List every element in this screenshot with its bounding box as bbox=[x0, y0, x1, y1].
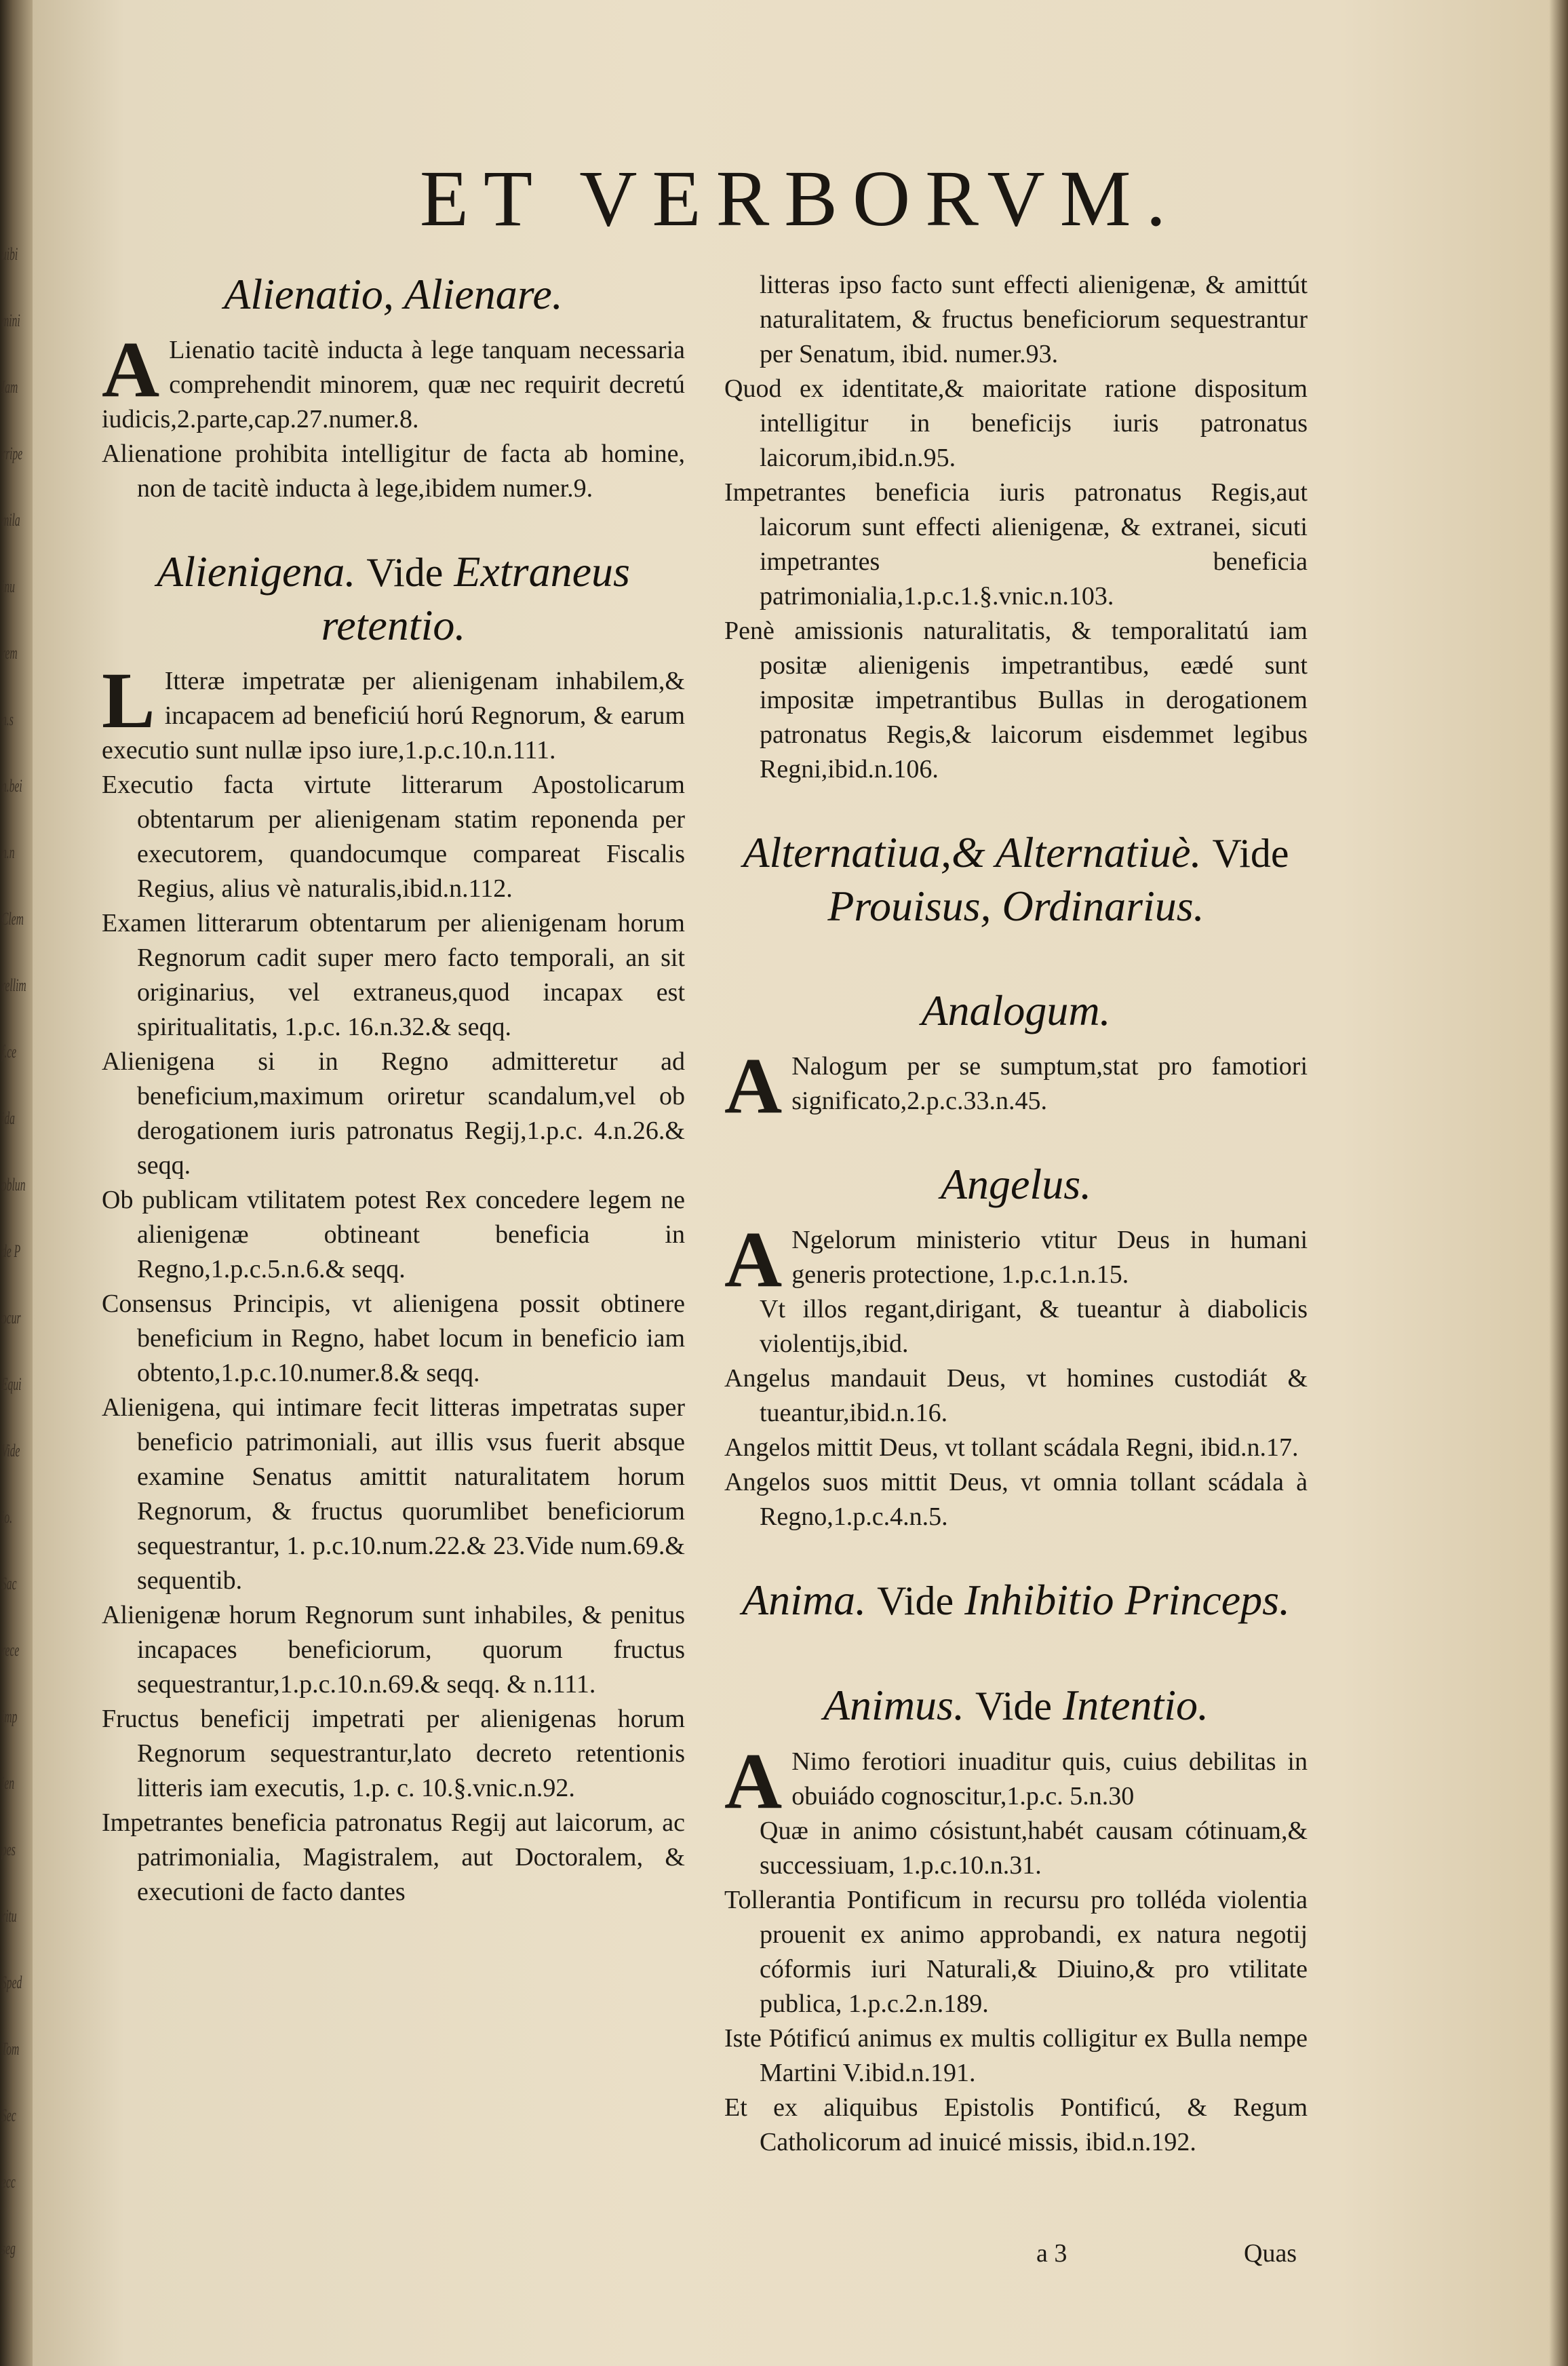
entry-heading bbox=[102, 545, 685, 652]
adjacent-page-fragment: n.bei bbox=[1, 776, 22, 796]
adjacent-page-fragment: Sped bbox=[1, 1973, 22, 1992]
running-head: ET VERBORVM. bbox=[419, 154, 1181, 243]
adjacent-page-fragment: ecc bbox=[1, 2172, 16, 2192]
adjacent-page-fragment: Tom bbox=[1, 2039, 20, 2059]
entry-text: Executio facta virtute litterarum Apostolicarum obtentarum per alienigenam statim reponenda per executorem, quandocumque compareat Fiscalis Regius, alius vè naturalis,ibid.n.112. bbox=[102, 771, 685, 903]
entry-text: Itteræ impetratæ per alienigenam inhabilem,& incapacem ad beneficiú horú Regnorum, & earum executio sunt nullæ ipso iure,1.p.c.10.n.111. bbox=[102, 667, 685, 764]
index-entry bbox=[102, 1702, 685, 1806]
index-entry bbox=[102, 656, 685, 768]
entry-text: Penè amissionis naturalitatis, & temporalitatú iam positæ alienigenis impetrantibus, eædé sunt impositæ impetrantibus Bullas in derogationem patronatus Regis,& laicorum eisdemmet legibus Regni,ibid.n.106. bbox=[724, 617, 1308, 783]
index-entry bbox=[724, 1361, 1308, 1431]
index-entry bbox=[102, 1183, 685, 1287]
drop-initial: A bbox=[724, 1215, 783, 1304]
adjacent-page-fragment: Sac bbox=[1, 1574, 17, 1593]
index-entry bbox=[724, 1215, 1308, 1304]
adjacent-page-fragment: mini bbox=[1, 311, 20, 330]
entry-text: Et ex aliquibus Epistolis Pontificú, & Regum Catholicorum ad inuicé missis, ibid.n.192. bbox=[724, 2093, 1308, 2156]
adjacent-page-fragment: seg bbox=[1, 2238, 16, 2258]
adjacent-page-fragment: de P bbox=[1, 1241, 21, 1261]
entry-text: Angelus mandauit Deus, vt homines custodiát & tueantur,ibid.n.16. bbox=[724, 1364, 1308, 1427]
spacer bbox=[102, 506, 685, 545]
cross-reference-target: Intentio. bbox=[1062, 1681, 1209, 1729]
adjacent-page-fragment: io. bbox=[1, 1507, 13, 1527]
spacer bbox=[724, 787, 1308, 826]
entry-text: Consensus Principis, vt alienigena possit obtinere beneficium in Regno, habet locum in beneficio iam obtento,1.p.c.10.numer.8.& seqq. bbox=[102, 1289, 685, 1387]
index-entry bbox=[102, 325, 685, 437]
entry-heading bbox=[724, 1574, 1308, 1627]
spacer bbox=[724, 1119, 1308, 1158]
adjacent-page-fragment: inu bbox=[1, 577, 15, 596]
entry-heading-term: Animus. bbox=[823, 1681, 964, 1729]
spacer bbox=[724, 1640, 1308, 1679]
entry-heading bbox=[102, 268, 685, 321]
entry-continuation: litteras ipso facto sunt effecti alienigenæ, & amittút naturalitatem, & fructus beneficiorum sequestrantur per Senatum, ibid. numer.93. bbox=[760, 271, 1308, 368]
entry-text: Alienatione prohibita intelligitur de facta ab homine, non de tacitè inducta à lege,ibidem numer.9. bbox=[102, 440, 685, 503]
left-column bbox=[102, 268, 685, 1909]
entry-text: Fructus beneficij impetrati per alienigenas horum Regnorum sequestrantur,lato decreto retentionis litteris iam executis, 1.p. c. 10.§.vnic.n.92. bbox=[102, 1705, 685, 1802]
index-entry bbox=[102, 1806, 685, 1909]
entry-text: Angelos mittit Deus, vt tollant scádala Regni, ibid.n.17. bbox=[724, 1433, 1299, 1462]
index-entry bbox=[102, 768, 685, 906]
adjacent-page-fragment: ritu bbox=[1, 1906, 17, 1926]
right-column bbox=[724, 268, 1308, 2160]
adjacent-page-fragment: Iam bbox=[1, 377, 18, 397]
entry-text: Iste Pótificú animus ex multis colligitur ex Bulla nempe Martini V.ibid.n.191. bbox=[724, 2024, 1308, 2087]
adjacent-page-fragment: rece bbox=[1, 1640, 20, 1660]
entry-heading bbox=[724, 1158, 1308, 1211]
index-entry bbox=[102, 437, 685, 506]
index-entry bbox=[102, 906, 685, 1045]
adjacent-page-fragment: oblun bbox=[1, 1175, 26, 1195]
index-entry bbox=[102, 1391, 685, 1598]
adjacent-page-fragment: uibi bbox=[1, 244, 18, 264]
adjacent-page-fragment: mila bbox=[1, 510, 20, 530]
cross-reference-target: Prouisus, Ordinarius. bbox=[827, 882, 1204, 930]
spacer bbox=[724, 945, 1308, 984]
adjacent-page-fragment: rripe bbox=[1, 444, 23, 463]
index-entry bbox=[724, 614, 1308, 787]
catchword: Quas bbox=[1244, 2239, 1297, 2268]
adjacent-page-fragment: n.s bbox=[1, 710, 14, 729]
entry-text: Ob publicam vtilitatem potest Rex concedere legem ne alienigenæ obtineant beneficia in Regno,1.p.c.5.n.6.& seqq. bbox=[102, 1186, 685, 1283]
adjacent-page-fragment: rellim bbox=[1, 975, 26, 995]
entry-heading-term: Anima. bbox=[741, 1576, 867, 1624]
entry-text: Tollerantia Pontificum in recursu pro tolléda violentia prouenit ex animo approbandi, ex natura negotij cóformis iuri Naturali,& Diuino,& pro vtilitate publica, 1.p.c.2.n.189. bbox=[724, 1886, 1308, 2018]
entry-continuation: Quæ in animo cósistunt,habét causam cótinuam,& successiuam, 1.p.c.10.n.31. bbox=[760, 1817, 1308, 1880]
adjacent-page-fragment: ocur bbox=[1, 1308, 21, 1327]
index-entry bbox=[724, 1737, 1308, 1825]
cross-reference-label: Vide bbox=[975, 1684, 1052, 1728]
cross-reference-target: Extraneus retentio. bbox=[321, 547, 630, 649]
entry-text: Lienatio tacitè inducta à lege tanquam necessaria comprehendit minorem, quæ nec requirit decretú iudicis,2.parte,cap.27.numer.8. bbox=[102, 336, 685, 433]
drop-initial: A bbox=[724, 1041, 783, 1130]
entry-text: Quod ex identitate,& maioritate ratione dispositum intelligitur in beneficijs iuris patronatus laicorum,ibid.n.95. bbox=[724, 374, 1308, 472]
index-entry bbox=[724, 2021, 1308, 2091]
entry-text: Impetrantes beneficia iuris patronatus Regis,aut laicorum sunt effecti alienigenæ, & extranei, sicuti impetrantes beneficia patrimonialia,1.p.c.1.§.vnic.n.103. bbox=[724, 478, 1308, 610]
index-entry bbox=[724, 1041, 1308, 1130]
adjacent-page-fragment: ien bbox=[1, 1773, 15, 1793]
cross-reference-label: Vide bbox=[1212, 831, 1289, 876]
entry-heading-term: Alienigena. bbox=[157, 547, 356, 596]
index-entry bbox=[102, 1598, 685, 1702]
drop-initial: A bbox=[724, 1737, 783, 1825]
entry-text: Nimo ferotiori inuaditur quis, cuius debilitas in obuiádo cognoscitur,1.p.c. 5.n.30 bbox=[791, 1747, 1308, 1810]
index-entry bbox=[724, 476, 1308, 614]
entry-heading-term: Angelus. bbox=[940, 1160, 1092, 1208]
cross-reference-target: Inhibitio Princeps. bbox=[964, 1576, 1291, 1624]
entry-heading bbox=[724, 826, 1308, 933]
cross-reference-label: Vide bbox=[877, 1578, 954, 1623]
entry-continuation: Vt illos regant,dirigant, & tueantur à diabolicis violentijs,ibid. bbox=[760, 1295, 1308, 1358]
entry-heading-term: Alternatiua,& Alternatiuè. bbox=[743, 828, 1202, 876]
index-entry bbox=[724, 1883, 1308, 2021]
index-entry bbox=[724, 2091, 1308, 2160]
entry-text: Impetrantes beneficia patronatus Regij aut laicorum, ac patrimonialia, Magistralem, aut Doctoralem, & executioni de facto dantes bbox=[102, 1808, 685, 1906]
index-entry bbox=[102, 1045, 685, 1183]
adjacent-page-fragment: n.n bbox=[1, 842, 15, 862]
index-entry bbox=[102, 1287, 685, 1391]
entry-text: Ngelorum ministerio vtitur Deus in humani generis protectione, 1.p.c.1.n.15. bbox=[791, 1226, 1308, 1289]
spacer bbox=[724, 1534, 1308, 1574]
entry-text: Alienigenæ horum Regnorum sunt inhabiles, & penitus incapaces beneficiorum, quorum fructus sequestrantur,1.p.c.10.n.69.& seqq. & n.111. bbox=[102, 1601, 685, 1699]
book-page bbox=[33, 0, 1568, 2366]
entry-text: Angelos suos mittit Deus, vt omnia tollant scádala à Regno,1.p.c.4.n.5. bbox=[724, 1468, 1308, 1531]
adjacent-page-fragment: pes bbox=[1, 1840, 16, 1859]
drop-initial: A bbox=[102, 325, 160, 414]
entry-text: Alienigena, qui intimare fecit litteras impetratas super beneficio patrimoniali, aut illis vsus fuerit absque examine Senatus amittit naturalitatem horum Regnorum, & fructus quorumlibet beneficiorum sequestrantur, 1. p.c.10.num.22.& 23.Vide num.69.& sequentib. bbox=[102, 1393, 685, 1595]
index-entry bbox=[724, 372, 1308, 476]
adjacent-page-edge bbox=[0, 0, 33, 2366]
adjacent-page-fragment: Equi bbox=[1, 1374, 22, 1394]
adjacent-page-fragment: ida bbox=[1, 1108, 15, 1128]
adjacent-page-fragment: f.ce bbox=[1, 1042, 17, 1062]
entry-text: Alienigena si in Regno admitteretur ad beneficium,maximum oriretur scandalum,vel ob derogationem iuris patronatus Regij,1.p.c. 4.n.26.& seqq. bbox=[102, 1047, 685, 1180]
adjacent-page-fragment: Sec bbox=[1, 2106, 16, 2125]
index-entry bbox=[724, 1431, 1308, 1465]
entry-heading-term: Analogum. bbox=[921, 986, 1111, 1034]
adjacent-page-fragment: imp bbox=[1, 1707, 18, 1726]
entry-heading-term: Alienatio, Alienare. bbox=[224, 270, 563, 318]
adjacent-page-fragment: Clem bbox=[1, 909, 24, 929]
adjacent-page-fragment: rem bbox=[1, 643, 18, 663]
index-entry bbox=[724, 1465, 1308, 1534]
entry-heading bbox=[724, 984, 1308, 1037]
adjacent-page-fragment: Vide bbox=[1, 1441, 20, 1460]
page-gutter-shadow bbox=[1549, 0, 1568, 2366]
drop-initial: L bbox=[102, 656, 155, 745]
entry-text: Nalogum per se sumptum,stat pro famotiori significato,2.p.c.33.n.45. bbox=[791, 1052, 1308, 1115]
cross-reference-label: Vide bbox=[366, 550, 444, 595]
entry-heading bbox=[724, 1679, 1308, 1732]
signature-mark: a 3 bbox=[1036, 2239, 1067, 2268]
entry-text: Examen litterarum obtentarum per alienigenam horum Regnorum cadit super mero facto temporali, an sit originarius, vel extraneus,quod incapax est spiritualitatis, 1.p.c. 16.n.32.& seqq. bbox=[102, 909, 685, 1041]
